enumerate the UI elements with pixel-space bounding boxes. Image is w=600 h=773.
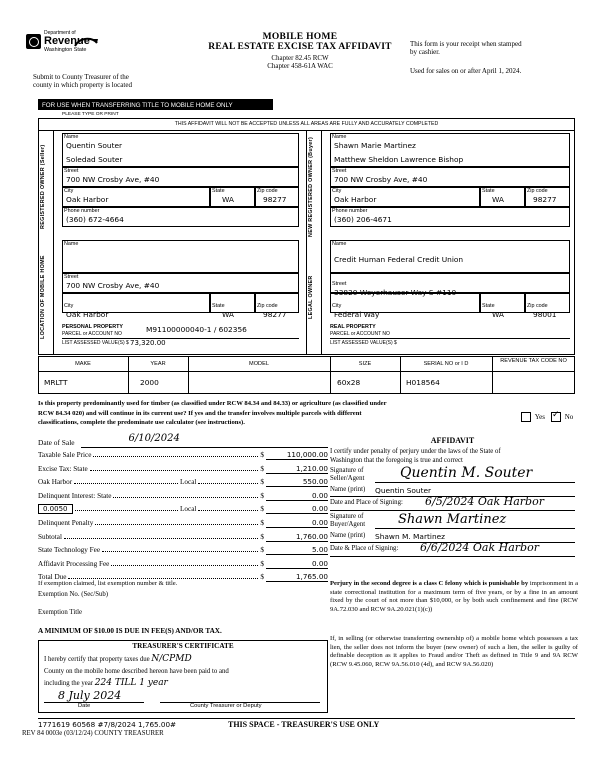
form-revision: REV 84 0003e (03/12/24) COUNTY TREASURER <box>22 730 164 737</box>
calc-row-dots <box>93 456 258 457</box>
treasurer-line-1: I hereby certify that property taxes due <box>44 656 150 663</box>
used-for-sales-note: Used for sales on or after April 1, 2024. <box>410 66 522 75</box>
calc-row-dots-2 <box>198 510 258 511</box>
personal-assessed-value: 73,320.00 <box>130 339 166 347</box>
submit-line-2: county in which property is located <box>33 81 132 90</box>
calc-row <box>38 464 328 474</box>
chapter-1: Chapter 82.45 RCW <box>271 54 329 62</box>
legal-city: Federal Way <box>334 310 380 319</box>
treasurer-county-written: N/CPMD <box>151 654 192 664</box>
buyer-name-2: Matthew Sheldon Lawrence Bishop <box>334 155 464 164</box>
timber-text-1: Is this property predominantly used for timber (as classified under RCW 84.34 and 84.33) or agriculture (as classified under <box>38 400 387 407</box>
personal-parcel-label: PARCEL or ACCOUNT NO <box>62 331 122 337</box>
calc-row-dots <box>113 497 258 498</box>
col-year: YEAR <box>150 361 166 367</box>
calc-row-dots <box>111 565 258 566</box>
calc-row-value: 110,000.00 <box>266 450 328 460</box>
calc-row-dollar-sign: $ <box>260 464 264 473</box>
form-title-1: MOBILE HOME <box>262 32 338 42</box>
seller-name-label: Name <box>64 134 79 140</box>
cell-size: 60x28 <box>337 378 361 387</box>
timber-yes-group[interactable] <box>521 412 545 422</box>
calc-row-label: State Technology Fee <box>38 546 101 555</box>
calc-row-dollar-sign: $ <box>260 559 264 568</box>
location-side-label: LOCATION OF MOBILE HOME <box>40 255 46 339</box>
treasurer-year-written: 224 TILL 1 year <box>94 678 168 689</box>
buyer-name-print: Shawn M. Martinez <box>375 532 446 541</box>
please-type-label: PLEASE TYPE OR PRINT <box>62 112 119 117</box>
legal-street: 33820 Weyerhauser Way S #110 <box>334 288 457 297</box>
accept-notice: THIS AFFIDAVIT WILL NOT BE ACCEPTED UNLESS ALL AREAS ARE FULLY AND ACCURATELY COMPLETED <box>174 121 439 127</box>
seller-phone-label: Phone number <box>64 208 100 214</box>
buyer-zip-label: Zip code <box>527 188 548 194</box>
calc-row-value: 1,760.00 <box>266 532 328 542</box>
seller-signature: Quentin M. Souter <box>400 465 533 481</box>
calc-row-dots <box>90 470 259 471</box>
col-serial: SERIAL NO or I D <box>423 361 469 367</box>
sig-buyer-label-1: Signature of <box>330 513 364 520</box>
location-name-box <box>62 240 299 273</box>
treasurer-use-only: THIS SPACE - TREASURER'S USE ONLY <box>228 720 380 729</box>
dept-line3: Washington State <box>44 47 87 53</box>
treasurer-stamp: 1771619 60568 #7/8/2024 1,765.00# <box>38 720 177 729</box>
seller-state: WA <box>222 195 234 204</box>
dept-line1: Department of <box>44 30 76 36</box>
location-street: 700 NW Crosby Ave, #40 <box>66 281 160 290</box>
treasurer-line-3: including the year <box>44 680 94 688</box>
calc-row <box>38 545 328 555</box>
swoosh-icon <box>74 36 98 48</box>
timber-text-3: classifications, complete the predominate use calculator (see instructions). <box>38 419 245 427</box>
sig-buyer-label-2: Buyer/Agent <box>330 521 366 529</box>
legal-street-label: Street <box>332 281 347 287</box>
timber-yes-label: Yes <box>534 412 545 421</box>
legal-state-label: State <box>482 303 495 309</box>
perjury-rest-text: imprisonment in a state correctional institution for a maximum term of five years, or by a fine in an amount fixed by the court of not more than $10,000, or by both such confinement and fine (RCW 9A.72.030 and RCW 9A.20.021(1)(c)) <box>330 580 579 614</box>
location-street-label: Street <box>64 274 79 280</box>
cell-serial: H018564 <box>406 378 440 387</box>
legal-owner-side-label: LEGAL OWNER <box>308 275 314 319</box>
calc-row-label: 0.0050 <box>38 504 73 514</box>
treasurer-line-2: County on the mobile home described hereon have been paid to and <box>44 667 229 675</box>
treasurer-date-label: Date <box>78 703 91 709</box>
location-city-label: City <box>64 303 74 309</box>
buyer-phone-label: Phone number <box>332 208 368 214</box>
calc-row-value: 0.00 <box>266 504 328 514</box>
location-zip: 98277 <box>263 310 287 319</box>
calc-row-dollar-sign: $ <box>260 505 264 514</box>
location-city: Oak Harbor <box>66 310 109 319</box>
calc-row-dots <box>102 551 258 552</box>
buyer-side-label: NEW REGISTERED OWNER (Buyer) <box>308 136 314 237</box>
sig-seller-label-2: Seller/Agent <box>330 475 365 483</box>
calc-row-dollar-sign: $ <box>260 573 264 582</box>
seller-side-label: REGISTERED OWNER (Seller) <box>40 144 46 229</box>
calc-row <box>38 477 328 487</box>
legal-state: WA <box>492 310 504 319</box>
calc-row-extra: Local <box>180 478 197 487</box>
calc-row-dots <box>64 538 258 539</box>
calc-row-label: Oak Harbor <box>38 478 73 487</box>
buyer-street-label: Street <box>332 168 347 174</box>
seller-zip: 98277 <box>263 195 287 204</box>
calc-row-label: Taxable Sale Price <box>38 451 92 459</box>
cell-year: 2000 <box>140 378 159 387</box>
real-parcel-label: PARCEL or ACCOUNT NO <box>330 331 390 337</box>
certify-line-1: I certify under penalty of perjury under the laws of the State of <box>330 448 501 455</box>
seller-name-1: Quentin Souter <box>66 141 123 150</box>
calc-row-dots-2 <box>198 483 258 484</box>
calc-row <box>38 491 328 501</box>
exemption-no-label: Exemption No. (Sec/Sub) <box>38 591 109 598</box>
receipt-note-2: by cashier. <box>410 48 440 57</box>
location-name-label: Name <box>64 241 79 247</box>
personal-property-label: PERSONAL PROPERTY <box>62 324 124 330</box>
calc-row-dots <box>75 510 179 511</box>
calc-row <box>38 518 328 528</box>
calc-row-label: Affidavit Processing Fee <box>38 559 110 568</box>
calc-row-label: Delinquent Interest: State <box>38 491 112 500</box>
seller-date-place-label: Date and Place of Signing: <box>330 499 403 506</box>
calc-row <box>38 559 328 569</box>
submit-line-1: Submit to County Treasurer of the <box>33 73 129 81</box>
treasurer-title: TREASURER'S CERTIFICATE <box>132 642 234 650</box>
col-make: MAKE <box>75 361 91 367</box>
calc-row-dollar-sign: $ <box>260 451 264 459</box>
calc-row-label: Excise Tax: State <box>38 464 88 473</box>
seller-date-place-value: 6/5/2024 Oak Harbor <box>425 495 544 508</box>
buyer-state: WA <box>492 195 504 204</box>
timber-no-label: No <box>564 412 574 421</box>
timber-no-group[interactable] <box>551 412 573 422</box>
timber-text-2: RCW 84.34 020) and will continue in its current use? If yes and the transfer involves multiple parcels with different <box>38 409 362 417</box>
timber-yes-checkbox[interactable] <box>521 412 531 422</box>
buyer-street: 700 NW Crosby Ave, #40 <box>334 175 428 184</box>
buyer-name-label: Name <box>332 134 347 140</box>
personal-assessed-label: LIST ASSESSED VALUE(S) $ <box>62 340 129 346</box>
buyer-date-place-label: Date & Place of Signing: <box>330 545 399 552</box>
cell-make: MRLTT <box>44 378 68 387</box>
exemption-note: If exemption claimed, list exemption number & title. <box>38 580 178 587</box>
col-revenue-code: REVENUE TAX CODE NO <box>500 358 567 364</box>
calc-row-label: Delinquent Penalty <box>38 518 94 527</box>
calc-row-dollar-sign: $ <box>260 478 264 487</box>
exemption-title-label: Exemption Title <box>38 609 82 617</box>
buyer-signature: Shawn Martinez <box>398 512 507 527</box>
calc-row-value: 1,765.00 <box>266 572 328 582</box>
buyer-name-print-label: Name (print) <box>330 532 366 539</box>
calc-row <box>38 532 328 542</box>
seller-zip-label: Zip code <box>257 188 278 194</box>
calc-row-label: Total Due <box>38 573 67 582</box>
buyer-name-1: Shawn Marie Martinez <box>334 141 416 150</box>
seller-name-print-label: Name (print) <box>330 486 366 493</box>
calc-row-extra: Local <box>180 505 197 514</box>
seller-phone: (360) 672-4664 <box>66 215 124 224</box>
buyer-city-label: City <box>332 188 342 194</box>
location-zip-label: Zip code <box>257 303 278 309</box>
calc-row <box>38 504 328 514</box>
date-of-sale-label: Date of Sale <box>38 438 75 448</box>
calc-row-dots <box>95 524 258 525</box>
treasurer-date-written: 8 July 2024 <box>58 689 122 702</box>
buyer-date-place-value: 6/6/2024 Oak Harbor <box>420 541 539 554</box>
form-title-2: REAL ESTATE EXCISE TAX AFFIDAVIT <box>208 42 392 52</box>
seller-street: 700 NW Crosby Ave, #40 <box>66 175 160 184</box>
calc-row-label: Subtotal <box>38 532 62 541</box>
seller-city-label: City <box>64 188 74 194</box>
calc-row-value: 1,210.00 <box>266 464 328 474</box>
calc-row-value: 0.00 <box>266 491 328 501</box>
col-size: SIZE <box>358 361 372 367</box>
dept-line2: Revenue <box>44 35 90 47</box>
legal-city-label: City <box>332 303 342 309</box>
calc-row-value: 550.00 <box>266 477 328 487</box>
seller-city: Oak Harbor <box>66 195 109 204</box>
calc-row-value: 0.00 <box>266 559 328 569</box>
chapter-2: Chapter 458-61A WAC <box>267 62 333 71</box>
affidavit-title: AFFIDAVIT <box>430 436 475 445</box>
minimum-due-text: A MINIMUM OF $10.00 IS DUE IN FEE(S) AND/OR TAX. <box>38 627 222 635</box>
seller-state-label: State <box>212 188 225 194</box>
legal-zip: 98001 <box>533 310 557 319</box>
personal-parcel-value: M91100000040-1 / 602356 <box>146 325 247 334</box>
selling-disclosure-text: If, in selling (or otherwise transferring ownership of) a mobile home which possesses a tax lien, the seller does not inform the buyer (new owner) of such a lien, the seller is guilty of definable deception as it applies to Fraud and/or Theft as defined in Title 9 and 9A RCW (RCW 9.45.060, RCW 9A.56.010 (4d), and RCW 9A.56.020) <box>330 635 578 669</box>
dor-logo <box>26 30 112 53</box>
timber-no-checkbox[interactable] <box>551 412 561 422</box>
legal-name: Credit Human Federal Credit Union <box>334 255 464 264</box>
calc-row-dollar-sign: $ <box>260 518 264 527</box>
perjury-bold-text: Perjury in the second degree is a class C felony which is punishable by <box>330 580 529 587</box>
calc-row-dollar-sign: $ <box>260 546 264 555</box>
calc-row-dollar-sign: $ <box>260 491 264 500</box>
calc-row-dollar-sign: $ <box>260 532 264 541</box>
real-assessed-label: LIST ASSESSED VALUE(S) $ <box>330 340 397 346</box>
buyer-city: Oak Harbor <box>334 195 377 204</box>
certify-line-2: Washington that the foregoing is true and correct <box>330 457 463 465</box>
buyer-phone: (360) 206-4671 <box>334 215 392 224</box>
seller-street-label: Street <box>64 168 79 174</box>
calc-row-value: 5.00 <box>266 545 328 555</box>
receipt-note-1: This form is your receipt when stamped <box>410 40 522 48</box>
transfer-banner: FOR USE WHEN TRANSFERRING TITLE TO MOBILE HOME ONLY <box>42 102 233 109</box>
calc-row-dots <box>74 483 178 484</box>
location-state-label: State <box>212 303 225 309</box>
legal-name-label: Name <box>332 241 347 247</box>
real-property-label: REAL PROPERTY <box>330 324 376 330</box>
seller-name-print: Quentin Souter <box>375 486 432 495</box>
calc-row <box>38 450 328 460</box>
buyer-zip: 98277 <box>533 195 557 204</box>
date-of-sale-value: 6/10/2024 <box>128 433 180 444</box>
sig-seller-label-1: Signature of <box>330 467 364 474</box>
legal-zip-label: Zip code <box>527 303 548 309</box>
seller-name-2: Soledad Souter <box>66 155 123 164</box>
treasurer-deputy-label: County Treasurer or Deputy <box>190 703 262 709</box>
buyer-state-label: State <box>482 188 495 194</box>
location-state: WA <box>222 310 234 319</box>
col-model: MODEL <box>249 361 269 367</box>
calc-row-value: 0.00 <box>266 518 328 528</box>
